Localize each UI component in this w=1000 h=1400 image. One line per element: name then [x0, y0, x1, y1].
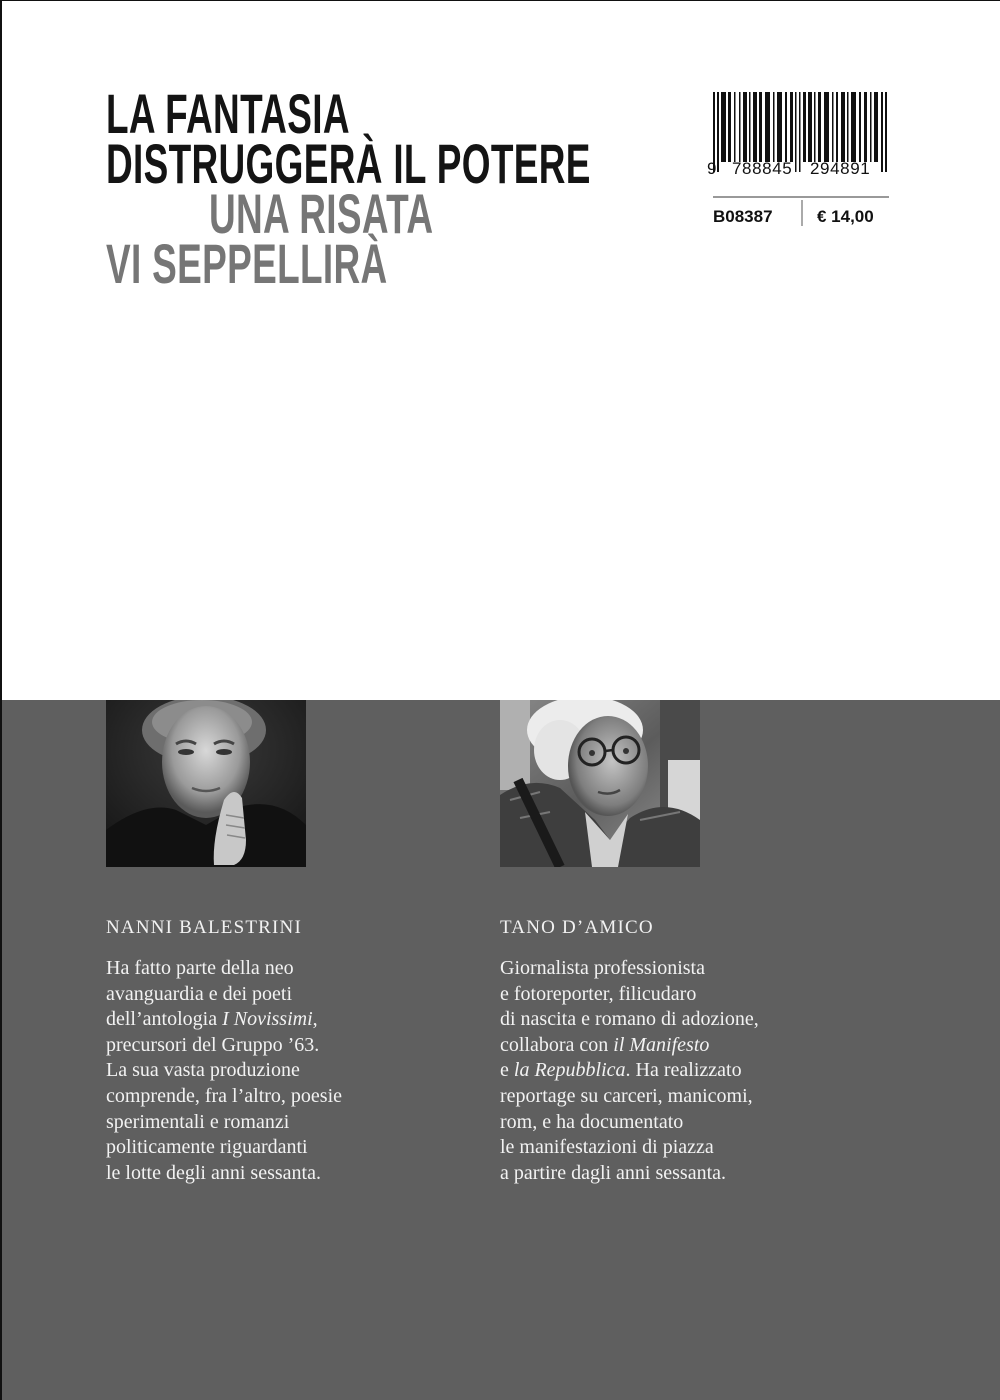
newspaper-la-repubblica: la Repubblica: [513, 1059, 626, 1082]
bio-line: e fotoreporter, filicudaro: [500, 982, 697, 1005]
author-name-balestrini: NANNI BALESTRINI: [106, 917, 302, 938]
bio-line: reportage su carceri, manicomi,: [500, 1084, 753, 1107]
barcode-divider-rule: [713, 196, 889, 198]
isbn-lead-digit: 9: [707, 159, 717, 178]
bio-line: [106, 1007, 342, 1033]
bio-line: [500, 1033, 759, 1059]
bio-line: La sua vasta produzione: [106, 1059, 300, 1082]
bio-line: Giornalista professionista: [500, 957, 705, 979]
product-code: B08387: [713, 207, 773, 226]
author-bio-damico: [500, 956, 759, 1186]
title-line-1: LA FANTASIA: [106, 82, 350, 145]
bio-line: politicamente riguardanti: [106, 1136, 308, 1159]
bio-line: le lotte degli anni sessanta.: [106, 1161, 321, 1184]
bio-text: dell’antologia: [106, 1008, 223, 1031]
bio-text: e: [500, 1059, 514, 1082]
title-line-2: DISTRUGGERÀ IL POTERE: [106, 132, 591, 195]
code-price-divider: [801, 200, 803, 226]
bio-line: precursori del Gruppo ’63.: [106, 1033, 320, 1056]
author-name-damico: TANO D’AMICO: [500, 917, 654, 938]
newspaper-il-manifesto: il Manifesto: [613, 1033, 710, 1056]
bio-line: di nascita e romano di adozione,: [500, 1008, 759, 1031]
isbn-right-digits: 294891: [810, 159, 871, 178]
bio-line: comprende, fra l’altro, poesie: [106, 1084, 343, 1107]
author-bio-balestrini: [106, 956, 342, 1186]
author-photo-balestrini: [106, 700, 306, 867]
bio-line: Ha fatto parte della neo: [106, 957, 294, 979]
bio-line: [500, 1058, 759, 1084]
bio-line: rom, e ha documentato: [500, 1110, 684, 1133]
price-label: € 14,00: [817, 207, 874, 226]
bio-text: collabora con: [500, 1033, 614, 1056]
bio-line: a partire dagli anni sessanta.: [500, 1161, 727, 1184]
spine-edge: [0, 0, 2, 1400]
book-title-i-novissimi: I Novissimi: [222, 1008, 313, 1031]
bio-line: sperimentali e romanzi: [106, 1110, 290, 1133]
subtitle-line-2: VI SEPPELLIRÀ: [106, 232, 388, 295]
bio-text: ,: [312, 1008, 318, 1031]
author-photo-damico: [500, 700, 700, 867]
subtitle-line-1: UNA RISATA: [209, 182, 434, 245]
bio-line: le manifestazioni di piazza: [500, 1136, 714, 1159]
bio-line: avanguardia e dei poeti: [106, 982, 293, 1005]
bio-text: . Ha realizzato: [625, 1059, 742, 1082]
isbn-left-digits: 788845: [732, 159, 793, 178]
